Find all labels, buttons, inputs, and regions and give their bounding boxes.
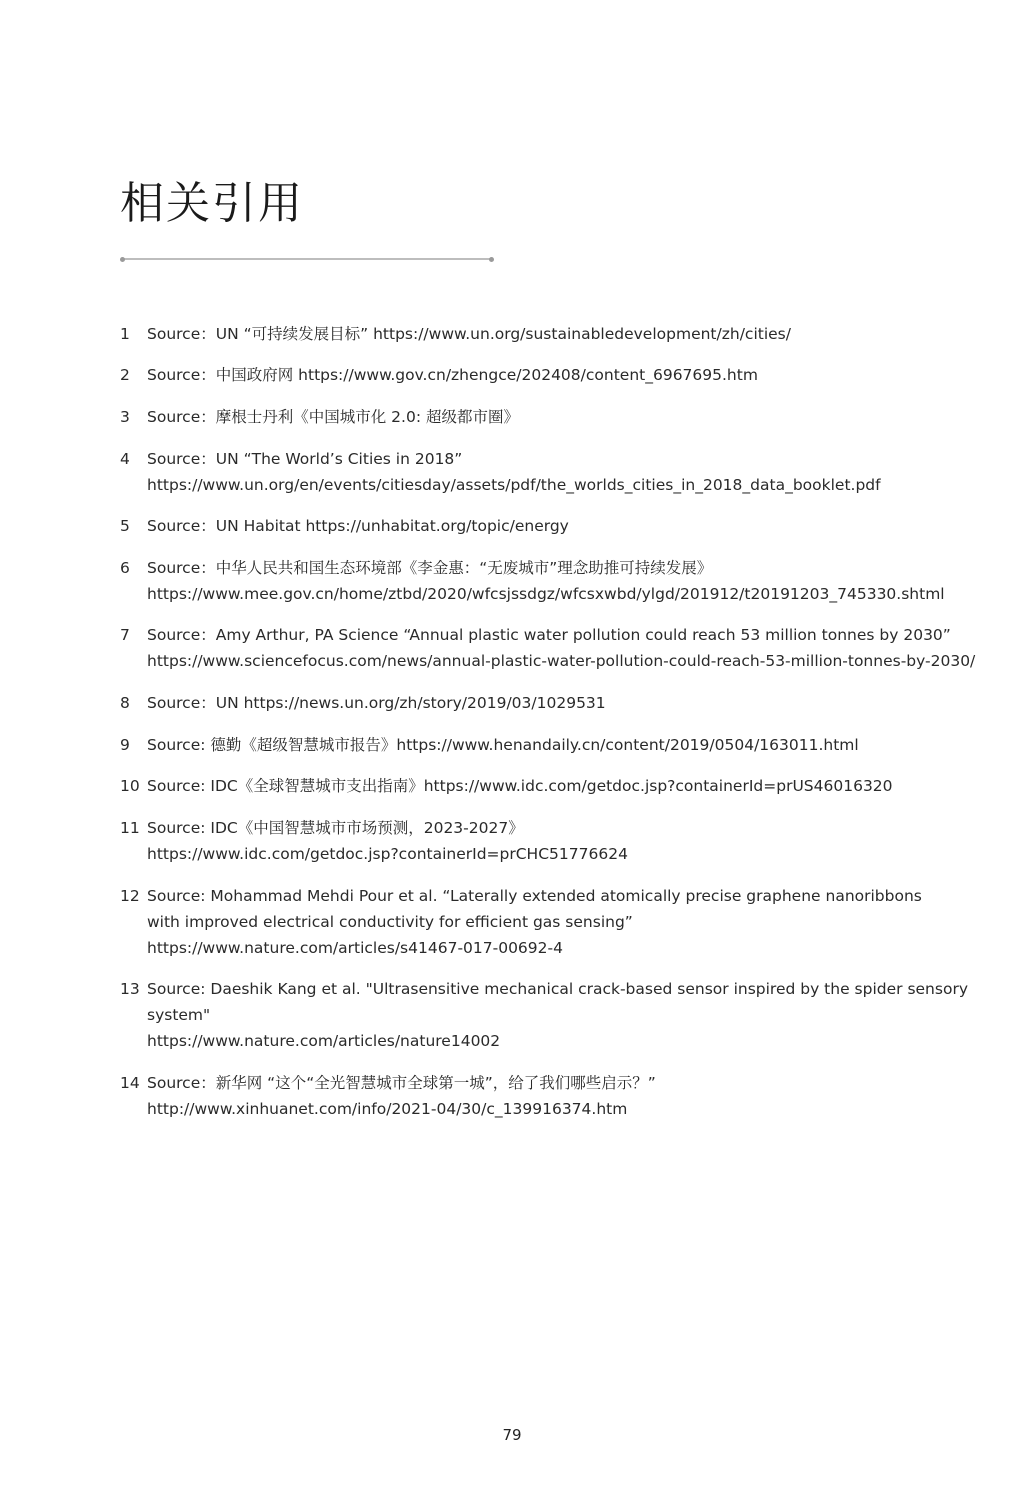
reference-text bbox=[147, 555, 945, 607]
reference-text bbox=[147, 690, 910, 716]
reference-line: Source：UN “The World’s Cities in 2018” bbox=[147, 450, 463, 468]
reference-text bbox=[147, 622, 976, 674]
reference-line: https://www.mee.gov.cn/home/ztbd/2020/wfcsjssdgz/wfcsxwbd/ylgd/201912/t20191203_745330.shtml bbox=[147, 585, 945, 603]
reference-number: 11 bbox=[120, 819, 140, 837]
reference-line: Source：新华网 “这个“全光智慧城市全球第一城”，给了我们哪些启示？” bbox=[147, 1074, 656, 1092]
reference-number: 6 bbox=[120, 559, 130, 577]
reference-number: 2 bbox=[120, 366, 130, 384]
reference-number: 5 bbox=[120, 517, 130, 535]
reference-item bbox=[120, 1070, 910, 1122]
reference-line: Source: IDC《全球智慧城市支出指南》https://www.idc.com/getdoc.jsp?containerId=prUS46016320 bbox=[147, 777, 893, 795]
reference-text bbox=[147, 404, 910, 430]
reference-item bbox=[120, 446, 910, 498]
reference-text bbox=[147, 883, 922, 961]
reference-item bbox=[120, 555, 945, 607]
reference-line: with improved electrical conductivity for efficient gas sensing” bbox=[147, 913, 633, 931]
reference-item bbox=[120, 815, 910, 867]
reference-item bbox=[120, 976, 968, 1054]
reference-line: Source：摩根士丹利《中国城市化 2.0: 超级都市圈》 bbox=[147, 408, 519, 426]
reference-line: https://www.nature.com/articles/nature14002 bbox=[147, 1032, 501, 1050]
reference-text bbox=[147, 773, 910, 799]
title-divider bbox=[122, 258, 492, 260]
reference-number: 8 bbox=[120, 694, 130, 712]
reference-line: Source：UN “可持续发展目标” https://www.un.org/sustainabledevelopment/zh/cities/ bbox=[147, 325, 791, 343]
reference-line: https://www.sciencefocus.com/news/annual-plastic-water-pollution-could-reach-53-million-tonnes-by-2030/ bbox=[147, 652, 976, 670]
reference-text bbox=[147, 513, 910, 539]
reference-line: Source：Amy Arthur, PA Science “Annual plastic water pollution could reach 53 million tonnes by 2030” bbox=[147, 626, 951, 644]
page-number: 79 bbox=[502, 1426, 522, 1444]
reference-number: 7 bbox=[120, 626, 130, 644]
reference-line: Source：UN Habitat https://unhabitat.org/topic/energy bbox=[147, 517, 569, 535]
reference-text bbox=[147, 732, 910, 758]
reference-number: 1 bbox=[120, 325, 130, 343]
reference-text bbox=[147, 1070, 910, 1122]
reference-line: Source: IDC《中国智慧城市市场预测，2023-2027》 bbox=[147, 819, 524, 837]
reference-line: Source：中华人民共和国生态环境部《李金惠：“无废城市”理念助推可持续发展》 bbox=[147, 559, 713, 577]
reference-item bbox=[120, 362, 910, 388]
reference-line: https://www.un.org/en/events/citiesday/assets/pdf/the_worlds_cities_in_2018_data_booklet.pdf bbox=[147, 476, 881, 494]
reference-number: 13 bbox=[120, 980, 140, 998]
reference-number: 10 bbox=[120, 777, 140, 795]
reference-line: Source: 德勤《超级智慧城市报告》https://www.henandaily.cn/content/2019/0504/163011.html bbox=[147, 736, 859, 754]
reference-line: Source：UN https://news.un.org/zh/story/2019/03/1029531 bbox=[147, 694, 606, 712]
reference-text bbox=[147, 321, 910, 347]
reference-number: 4 bbox=[120, 450, 130, 468]
reference-line: https://www.nature.com/articles/s41467-017-00692-4 bbox=[147, 939, 563, 957]
reference-line: Source: Mohammad Mehdi Pour et al. “Laterally extended atomically precise graphene nanoribbons bbox=[147, 887, 922, 905]
reference-item bbox=[120, 773, 910, 799]
reference-number: 14 bbox=[120, 1074, 140, 1092]
reference-item bbox=[120, 883, 922, 961]
reference-line: https://www.idc.com/getdoc.jsp?containerId=prCHC51776624 bbox=[147, 845, 628, 863]
reference-line: Source：中国政府网 https://www.gov.cn/zhengce/202408/content_6967695.htm bbox=[147, 366, 758, 384]
reference-number: 12 bbox=[120, 887, 140, 905]
reference-line: Source: Daeshik Kang et al. "Ultrasensitive mechanical crack-based sensor inspired by the spider sensory bbox=[147, 980, 968, 998]
reference-item bbox=[120, 404, 910, 430]
reference-line: http://www.xinhuanet.com/info/2021-04/30/c_139916374.htm bbox=[147, 1100, 628, 1118]
reference-text bbox=[147, 446, 910, 498]
reference-text bbox=[147, 976, 968, 1054]
reference-item bbox=[120, 622, 976, 674]
reference-item bbox=[120, 690, 910, 716]
reference-item bbox=[120, 513, 910, 539]
reference-line: system" bbox=[147, 1006, 211, 1024]
reference-item bbox=[120, 732, 910, 758]
reference-text bbox=[147, 815, 910, 867]
reference-item bbox=[120, 321, 910, 347]
reference-text bbox=[147, 362, 910, 388]
page-title: 相关引用 bbox=[120, 178, 304, 229]
reference-number: 3 bbox=[120, 408, 130, 426]
reference-number: 9 bbox=[120, 736, 130, 754]
